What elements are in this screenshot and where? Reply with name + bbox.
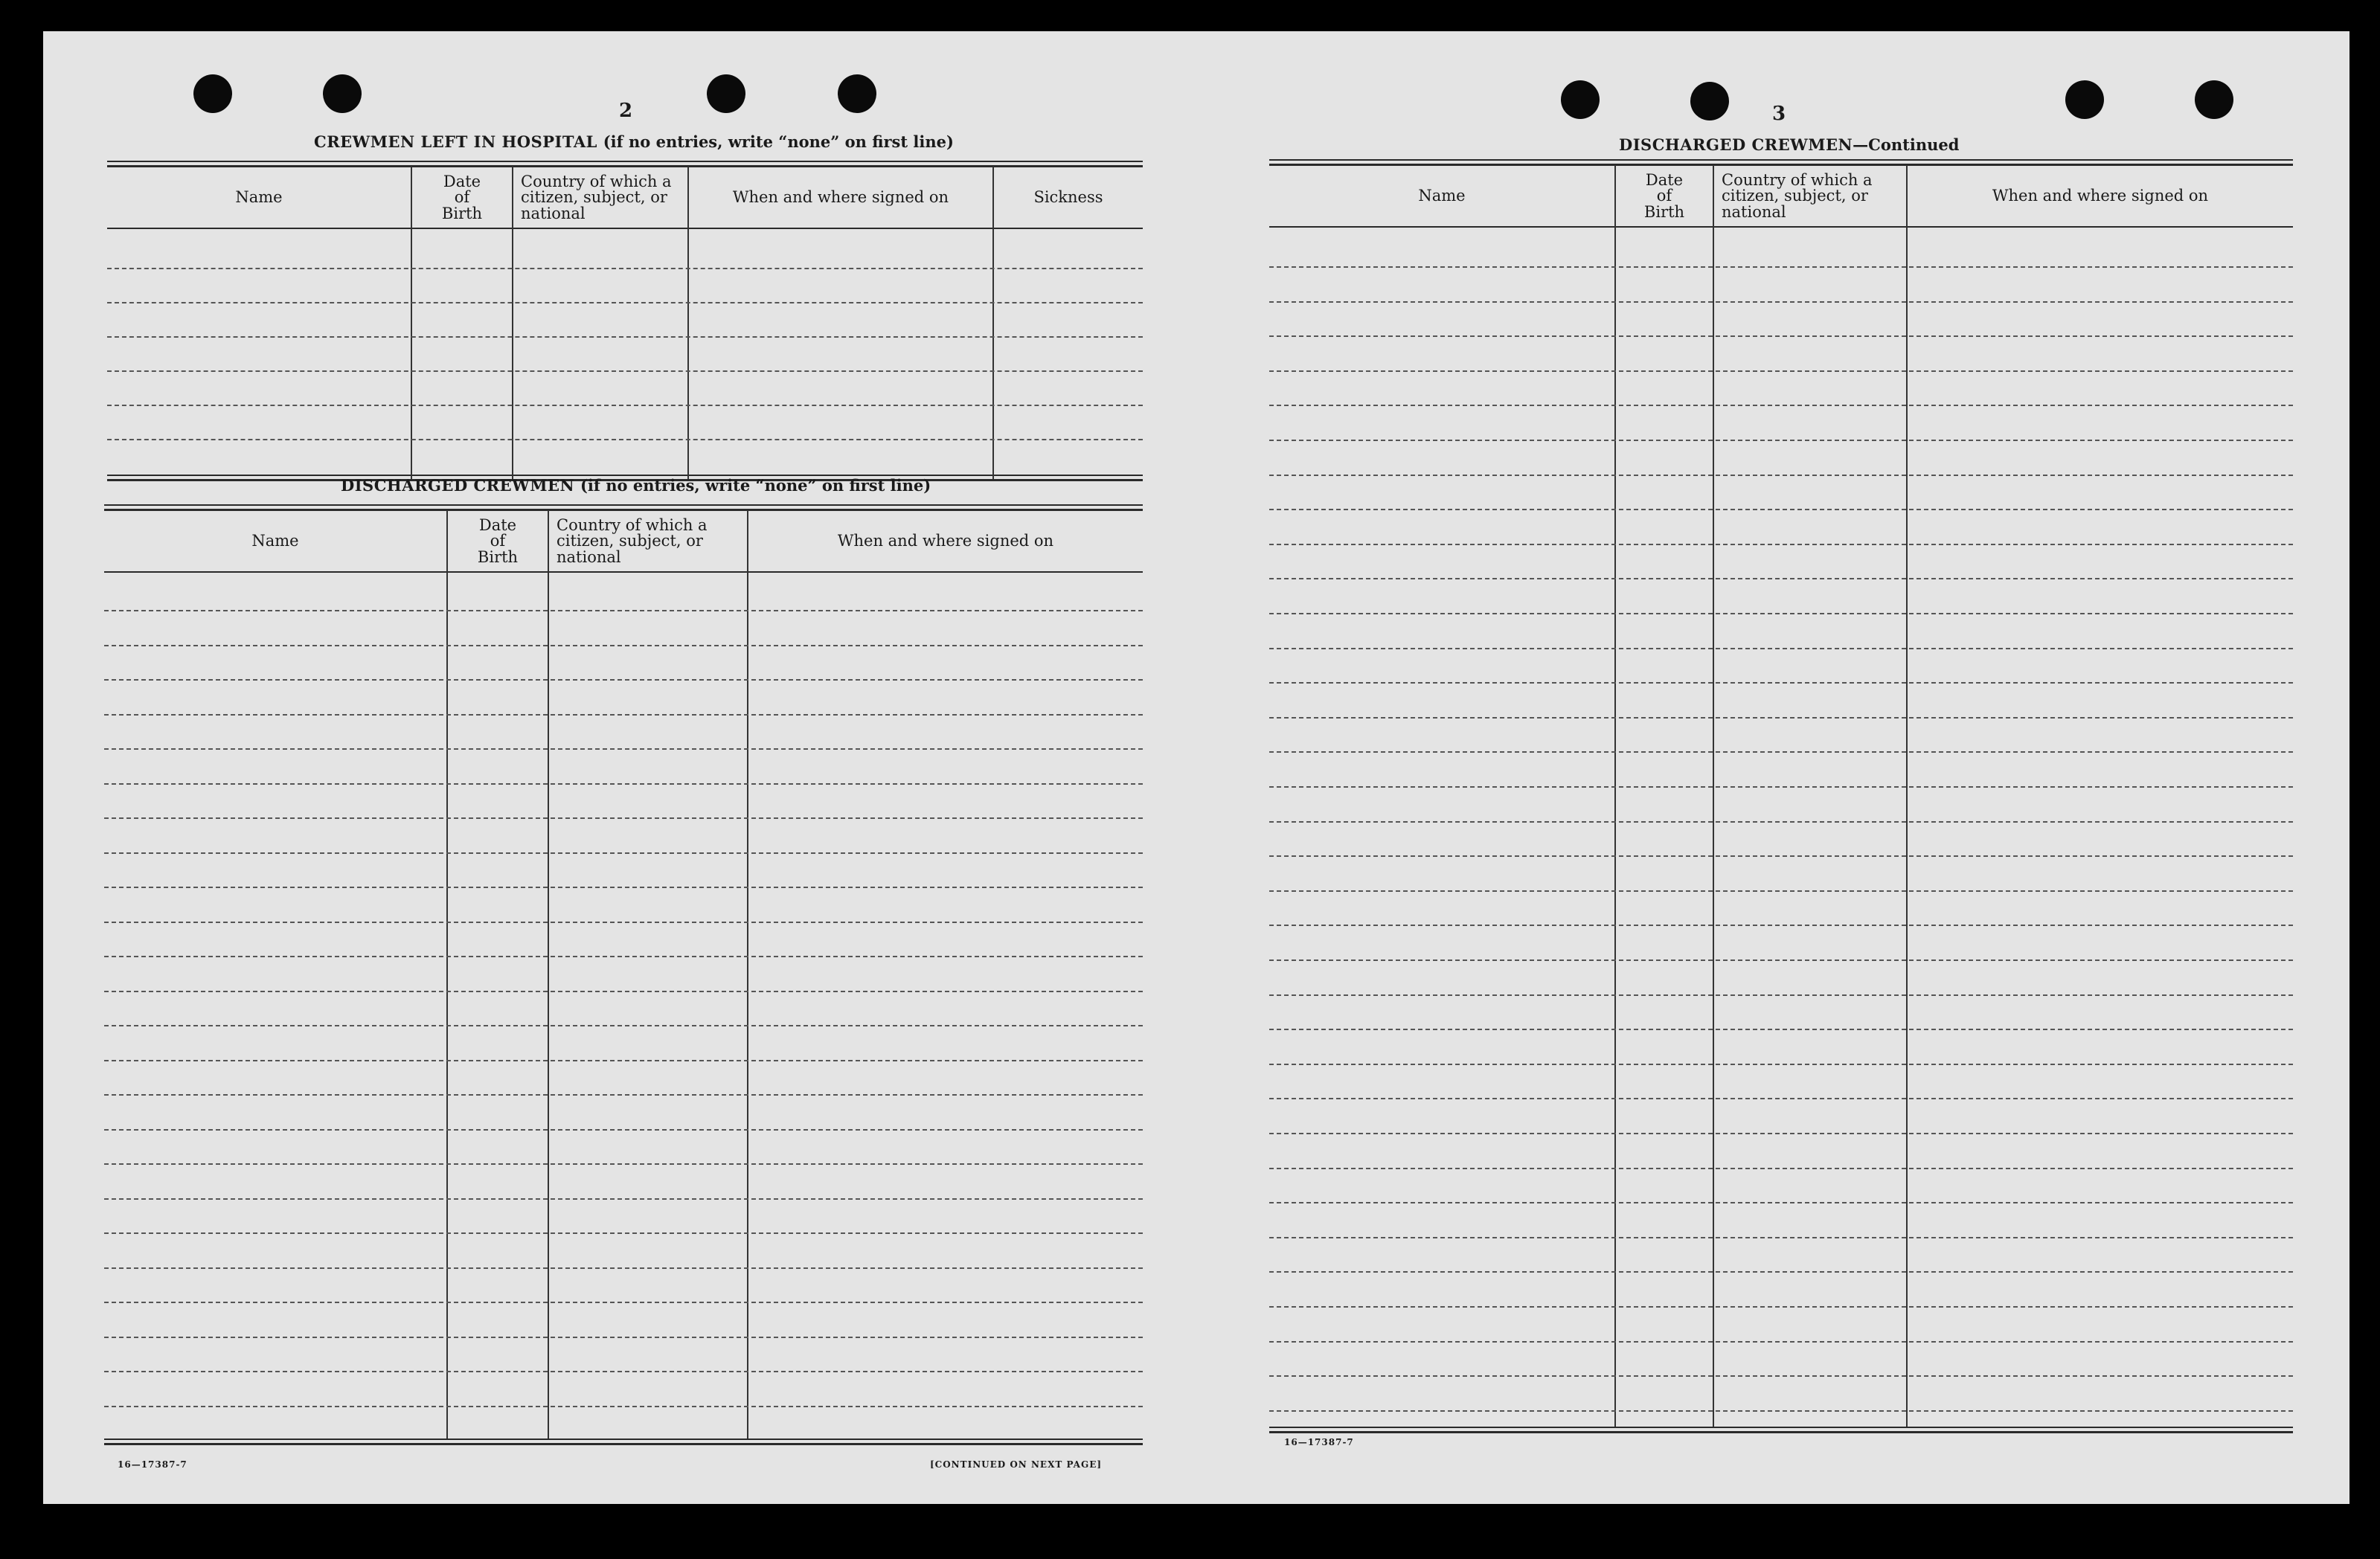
entry-line[interactable]: [104, 1025, 1143, 1026]
entry-line[interactable]: [104, 610, 1143, 611]
entry-line[interactable]: [107, 336, 1143, 338]
entry-line[interactable]: [104, 1337, 1143, 1338]
entry-line[interactable]: [104, 852, 1143, 854]
entry-line[interactable]: [104, 1198, 1143, 1200]
punch-hole: [323, 74, 362, 113]
entry-line[interactable]: [1269, 1341, 2293, 1343]
punch-hole: [2065, 80, 2104, 119]
entry-line[interactable]: [104, 817, 1143, 819]
section-note: (if no entries, write “none” on first line): [603, 132, 954, 151]
header-text: Country of which a citizen, subject, or national: [521, 172, 672, 222]
entry-line[interactable]: [1269, 1306, 2293, 1308]
entry-line[interactable]: [1269, 335, 2293, 337]
section-note: (if no entries, write “none” on first line): [580, 476, 931, 495]
entry-line[interactable]: [107, 405, 1143, 406]
entry-line[interactable]: [1269, 1098, 2293, 1099]
entry-line[interactable]: [104, 1302, 1143, 1303]
entry-line[interactable]: [1269, 440, 2293, 441]
entry-line[interactable]: [104, 991, 1143, 992]
column-header-date-of-birth: [1616, 167, 1713, 226]
discharged-continued-table: [1269, 159, 2293, 1431]
entry-line[interactable]: [1269, 821, 2293, 823]
header-line: of: [490, 532, 506, 550]
entry-line[interactable]: [107, 302, 1143, 303]
column-header-name: Name: [235, 188, 283, 207]
column-header-date-of-birth: [448, 512, 548, 571]
entry-line[interactable]: [1269, 1202, 2293, 1203]
entry-line[interactable]: [104, 714, 1143, 716]
column-header-date-of-birth: [412, 168, 512, 228]
entry-line[interactable]: [1269, 959, 2293, 961]
entry-line[interactable]: [1269, 301, 2293, 303]
entry-line[interactable]: [1269, 1375, 2293, 1377]
column-header-signed-on: When and where signed on: [1992, 187, 2209, 205]
entry-line[interactable]: [1269, 1237, 2293, 1238]
entry-line[interactable]: [1269, 1029, 2293, 1030]
entry-line[interactable]: [104, 922, 1143, 923]
column-header-country: [513, 168, 687, 228]
column-header-signed-on: When and where signed on: [732, 188, 949, 207]
entry-line[interactable]: [1269, 994, 2293, 996]
entry-line[interactable]: [1269, 1133, 2293, 1134]
column-header-country: [1714, 167, 1906, 226]
header-line: of: [454, 188, 470, 207]
hospital-table: [107, 161, 1143, 482]
section-title-suffix: —Continued: [1853, 135, 1960, 154]
entry-line[interactable]: [104, 1163, 1143, 1165]
entry-line[interactable]: [1269, 648, 2293, 649]
entry-line[interactable]: [1269, 1064, 2293, 1065]
punch-hole: [193, 74, 232, 113]
page-number: 3: [1772, 103, 1786, 125]
header-line: Date: [478, 515, 517, 534]
punch-hole: [1561, 80, 1600, 119]
discharged-table: [104, 504, 1143, 1449]
header-text: Country of which a citizen, subject, or national: [556, 515, 708, 566]
section-title-text: DISCHARGED CREWMEN: [341, 476, 575, 495]
header-text: Country of which a citizen, subject, or national: [1722, 170, 1873, 221]
entry-line[interactable]: [107, 370, 1143, 372]
punch-hole: [838, 74, 876, 113]
entry-line[interactable]: [104, 956, 1143, 957]
entry-line[interactable]: [104, 1371, 1143, 1372]
entry-line[interactable]: [1269, 682, 2293, 684]
continued-note: [CONTINUED ON NEXT PAGE]: [930, 1459, 1103, 1470]
entry-line[interactable]: [1269, 1271, 2293, 1273]
entry-line[interactable]: [104, 1094, 1143, 1096]
entry-line[interactable]: [1269, 475, 2293, 476]
header-line: Birth: [1643, 202, 1685, 221]
header-line: Date: [1645, 170, 1684, 189]
entry-line[interactable]: [1269, 578, 2293, 579]
header-line: Birth: [477, 547, 519, 566]
entry-line[interactable]: [104, 748, 1143, 750]
entry-line[interactable]: [1269, 613, 2293, 614]
entry-line[interactable]: [104, 1129, 1143, 1131]
section-title-discharged: [341, 476, 931, 495]
column-header-name: Name: [1418, 187, 1466, 205]
column-header-signed-on: When and where signed on: [837, 532, 1054, 550]
entry-line[interactable]: [1269, 1168, 2293, 1169]
entry-line[interactable]: [1269, 544, 2293, 545]
entry-line[interactable]: [104, 679, 1143, 681]
form-sheet: [43, 31, 2349, 1504]
entry-line[interactable]: [104, 887, 1143, 888]
header-line: Birth: [441, 204, 483, 222]
entry-line[interactable]: [1269, 370, 2293, 372]
punch-hole: [2195, 80, 2233, 119]
section-title-discharged-continued: [1619, 135, 1959, 154]
page-number: 2: [619, 100, 633, 122]
entry-line[interactable]: [1269, 786, 2293, 788]
entry-line[interactable]: [104, 1232, 1143, 1234]
form-number: 16—17387-7: [118, 1459, 187, 1470]
header-line: of: [1656, 187, 1672, 205]
punch-hole: [707, 74, 745, 113]
entry-line[interactable]: [1269, 1410, 2293, 1412]
column-header-sickness: Sickness: [1033, 188, 1103, 207]
entry-line[interactable]: [1269, 925, 2293, 926]
entry-line[interactable]: [1269, 405, 2293, 406]
entry-line[interactable]: [107, 439, 1143, 440]
entry-line[interactable]: [1269, 751, 2293, 753]
entry-line[interactable]: [107, 268, 1143, 269]
entry-line[interactable]: [1269, 717, 2293, 719]
section-title-text: CREWMEN LEFT IN HOSPITAL: [314, 132, 597, 151]
entry-line[interactable]: [1269, 266, 2293, 268]
column-header-country: [549, 512, 747, 571]
entry-line[interactable]: [104, 1060, 1143, 1061]
section-title-text: DISCHARGED CREWMEN: [1619, 135, 1853, 154]
entry-line[interactable]: [104, 1267, 1143, 1269]
entry-line[interactable]: [1269, 890, 2293, 892]
section-title-hospital: [314, 132, 954, 151]
entry-line[interactable]: [104, 783, 1143, 785]
entry-line[interactable]: [1269, 509, 2293, 510]
column-header-name: Name: [251, 532, 299, 550]
entry-line[interactable]: [1269, 855, 2293, 857]
punch-hole: [1690, 82, 1729, 120]
entry-line[interactable]: [104, 1406, 1143, 1407]
form-number: 16—17387-7: [1284, 1437, 1354, 1447]
entry-line[interactable]: [104, 645, 1143, 646]
header-line: Date: [443, 172, 481, 190]
